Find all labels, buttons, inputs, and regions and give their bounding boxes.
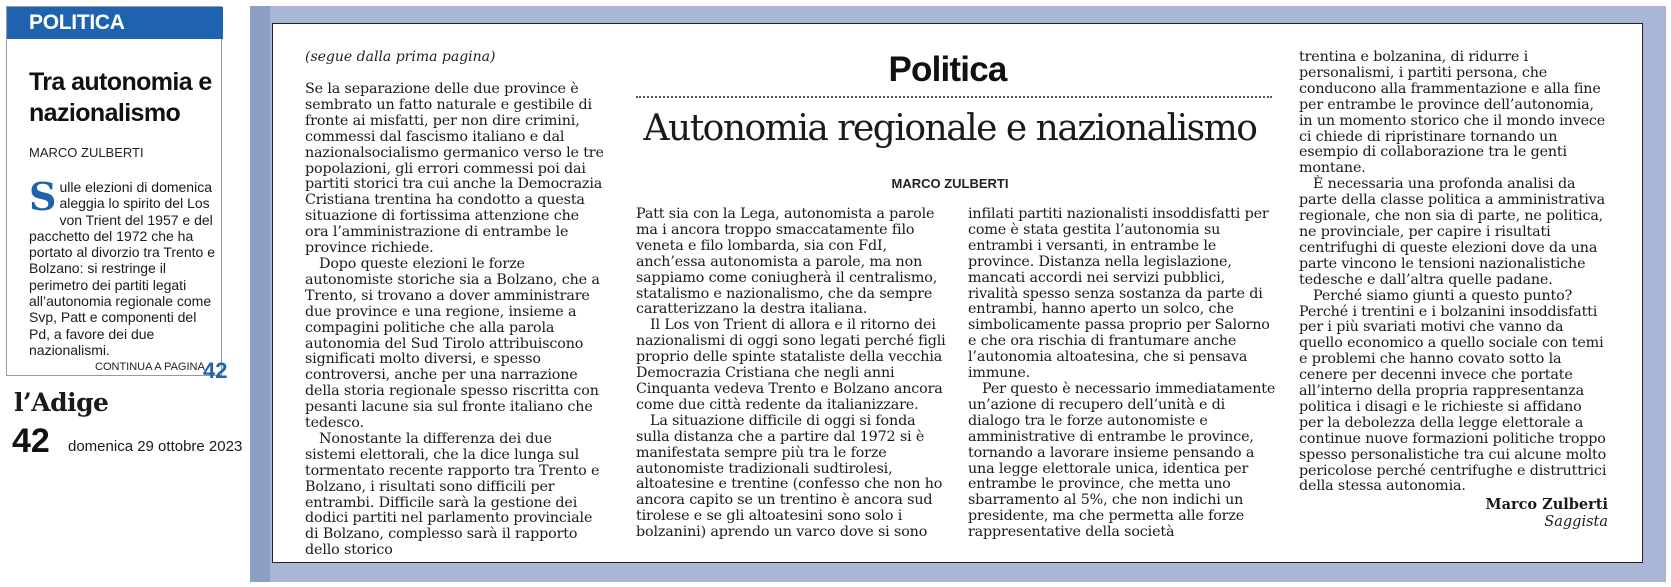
article-column-1: [305, 82, 605, 559]
teaser-dropcap: S: [29, 174, 57, 219]
continue-label[interactable]: CONTINUA A PAGINA: [95, 361, 205, 373]
continued-note: (segue dalla prima pagina): [305, 49, 496, 65]
front-teaser-box[interactable]: [6, 6, 228, 383]
paragraph: Perché siamo giunti a questo punto? Perché i trentini e i bolzanini insoddisfatti per i più svariati motivi che vanno da quello economico a quello sociale con temi e problemi che hanno covato sotto la cenere per decenni invece che portate all’interno della propria rappresentanza politica i disagi e le richieste si affidano per la debolezza della legge elettorale a continue nuove formazioni politiche troppo spesso personalistiche tra cui alcune molto pericolose perché centrifughe e distruttrici della stessa autonomia.: [1299, 287, 1607, 495]
dotted-divider: [636, 96, 1272, 98]
paragraph: Se la separazione delle due province è sembrato un fatto naturale e gestibile di fronte ai misfatti, per non dire crimini, commessi dal fascismo italiano e dal nazionalsocialismo germanico verso le tre popolazioni, gli errori commessi poi dai partiti storici tra cui anche la Democrazia Cristiana trentina ha condotto a questa situazione di fortissima attenzione che ora l’amministrazione di entrambe le province richiede.: [305, 81, 604, 257]
teaser-body-text: ulle elezioni di domenica aleggia lo spirito del Los von Trient del 1957 e del pacchetto del 1972 che ha portato al divorzio tra Trento e Bolzano: si restringe il perimetro dei partiti legati all’autonomia regionale come Svp, Patt e componenti del Pd, a favore dei due nazionalismi.: [29, 179, 215, 358]
paragraph: Dopo queste elezioni le forze autonomiste storiche sia a Bolzano, che a Trento, si trovano a dover amministrare due province e una regione, insieme a compagini politiche che alla parola autonomia del Sud Tirolo attribuiscono significati molto diversi, e spesso controversi, anche per una narrazione della storia regionale spesso riscritta con pesanti lacune sia sul fronte italiano che tedesco.: [305, 255, 600, 432]
article-column-4: [1299, 50, 1609, 495]
author-role: Saggista: [1544, 514, 1608, 530]
continue-page-link[interactable]: 42: [203, 358, 228, 383]
teaser-body: [29, 174, 219, 358]
paragraph: Nonostante la differenza dei due sistemi elettorali, che la dice lunga sul tormentato recente rapporto tra Trento e Bolzano, i risultati sono difficili per entrambi. Difficile sarà la gestione dei dodici partiti nel parlamento provinciale di Bolzano, complesso sarà il rapporto dello storico: [305, 430, 600, 559]
page-number: 42: [12, 422, 50, 460]
section-title: Politica: [888, 50, 1007, 89]
paragraph: La situazione difficile di oggi si fonda sulla distanza che a partire dal 1972 si è manifestata sempre più tra le forze autonomiste tradizionali sudtirolesi, altoatesine e trentine (confesso che non ho ancora capito se un trentino è ancora sud tirolese e se gli altoatesini sono solo i bolzanini) aprendo un varco dove si sono: [636, 412, 943, 541]
newspaper-masthead: l’Adige: [14, 388, 109, 417]
paragraph: Per questo è necessario immediatamente un’azione di recupero dell’unità e di dialogo tra le forze autonomiste e amministrative di entrambe le province, tornando a lavorare insieme pensando a una legge elettorale unica, identica per entrambe le province, che metta uno sbarramento al 5%, che non indichi un presidente, ma che permetta alle forze rappresentative della società: [968, 380, 1276, 541]
paragraph: È necessaria una profonda analisi da parte della classe politica a amministrativa regionale, che non sia di parte, ne politica, ne provinciale, per capire i risultati centrifughi di queste elezioni dove da una parte vincono le tensioni nazionalistiche tedesche e dall’altra quelle padane.: [1299, 176, 1605, 288]
paragraph: infilati partiti nazionalisti insoddisfatti per come è stata gestita l’autonomia su entrambi i versanti, in entrambe le province. Distanza nella legislazione, mancati accordi nei servizi pubblici, rivalità spesso senza sostanza da parte di entrambi, hanno aperto un solco, che simbolicamente passa proprio per Salorno e che ora rischia di frantumare anche l’autonomia altoatesina, che si pensava immune.: [968, 206, 1270, 382]
article-column-3: [968, 207, 1278, 541]
author-signature: Marco Zulberti: [1485, 496, 1608, 513]
page-date: domenica 29 ottobre 2023: [68, 438, 243, 455]
teaser-title[interactable]: Tra autonomia e nazionalismo: [29, 68, 212, 127]
teaser-section-label: POLITICA: [7, 7, 223, 39]
teaser-author: MARCO ZULBERTI: [29, 145, 144, 160]
article-frame-edge: [250, 6, 270, 582]
article-column-2: [636, 207, 946, 541]
article-headline: Autonomia regionale e nazionalismo: [643, 108, 1257, 149]
paragraph: Il Los von Trient di allora e il ritorno dei nazionalismi di oggi sono legati perché figli proprio delle spinte stataliste della vecchia Democrazia Cristiana che negli anni Cinquanta vedeva Trento e Bolzano ancora come due città redente da italianizzare.: [636, 317, 946, 413]
paragraph: trentina e bolzanina, di ridurre i personalismi, i partiti persona, che conducono alla frammentazione e alla fine per entrambe le province dell’autonomia, in un momento storico che il mondo invece ci chiede di ripristinare tornando un esempio di collaborazione tra le genti montane.: [1299, 49, 1606, 177]
article-byline: MARCO ZULBERTI: [891, 176, 1009, 191]
paragraph: Patt sia con la Lega, autonomista a parole ma i ancora troppo smaccatamente filo veneta e filo lombarda, sia con FdI, anch’essa autonomista a parole, ma non sappiamo come coniugherà il centralismo, statalismo e nazionalismo, che da sempre caratterizzano la destra italiana.: [636, 206, 938, 318]
